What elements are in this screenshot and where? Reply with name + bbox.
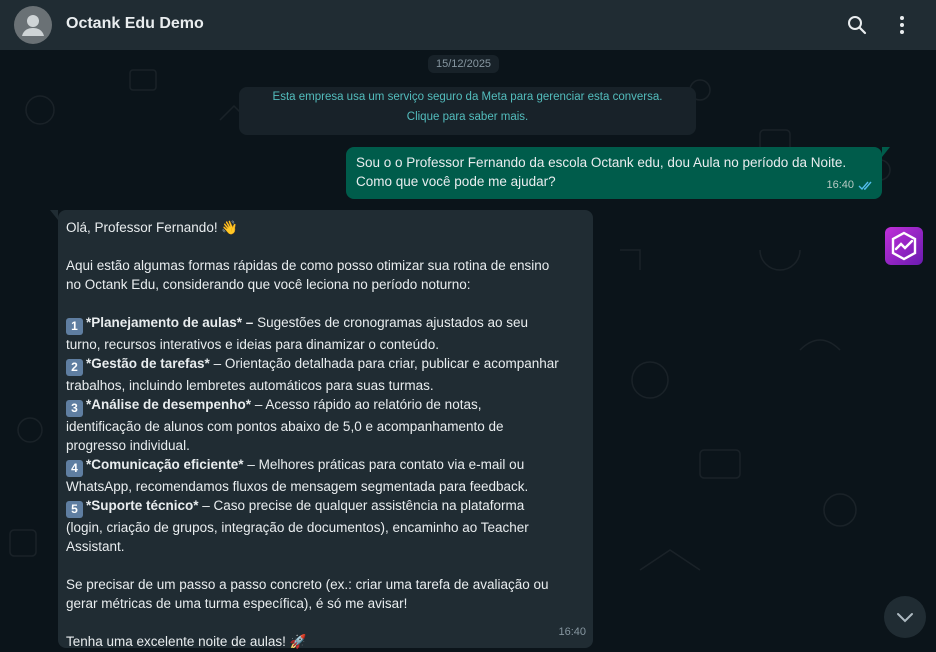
message-time: 16:40 xyxy=(826,179,854,191)
message-signoff: Tenha uma excelente noite de aulas! 🚀 xyxy=(66,634,307,649)
chat-header xyxy=(0,0,936,50)
chevron-down-icon xyxy=(896,611,914,623)
list-item: 1 *Planejamento de aulas* – Sugestões de cronogramas ajustados ao seu xyxy=(66,313,585,335)
list-item: 4 *Comunicação eficiente* – Melhores práticas para contato via e-mail ou xyxy=(66,455,585,477)
message-text-line: Aqui estão algumas formas rápidas de como posso otimizar sua rotina de ensino xyxy=(66,258,550,273)
list-item-text: (login, criação de grupos, integração de documentos), encaminho ao Teacher xyxy=(66,520,529,535)
more-vertical-icon[interactable] xyxy=(890,13,914,37)
list-item-text: turno, recursos interativos e ideias para dinamizar o conteúdo. xyxy=(66,337,439,352)
keycap-number-icon: 3 xyxy=(66,400,83,417)
default-contact-avatar-icon xyxy=(14,6,52,44)
read-double-check-icon xyxy=(858,180,874,191)
incoming-message[interactable] xyxy=(58,210,593,648)
message-text-line: no Octank Edu, considerando que você leciona no período noturno: xyxy=(66,277,471,292)
list-item-text: identificação de alunos com pontos abaixo de 5,0 e acompanhamento de xyxy=(66,419,504,434)
keycap-number-icon: 5 xyxy=(66,501,83,518)
keycap-number-icon: 2 xyxy=(66,359,83,376)
encryption-notice[interactable] xyxy=(239,87,696,135)
list-item-text: WhatsApp, recomendamos fluxos de mensagem segmentada para feedback. xyxy=(66,479,529,494)
list-item: 5 *Suporte técnico* – Caso precise de qualquer assistência na plataforma xyxy=(66,496,585,518)
octank-logo-icon[interactable] xyxy=(885,227,923,265)
search-icon[interactable] xyxy=(845,13,869,37)
bubble-tail xyxy=(50,210,58,220)
keycap-number-icon: 1 xyxy=(66,318,83,335)
list-item: 3 *Análise de desempenho* – Acesso rápido ao relatório de notas, xyxy=(66,395,585,417)
message-meta xyxy=(826,176,874,195)
scroll-to-bottom-button[interactable] xyxy=(884,596,926,638)
chat-area[interactable] xyxy=(0,50,936,652)
chat-title[interactable]: Octank Edu Demo xyxy=(66,15,204,32)
contact-avatar[interactable] xyxy=(14,6,52,44)
list-item-text: progresso individual. xyxy=(66,438,190,453)
bubble-tail xyxy=(882,147,890,157)
outgoing-message[interactable] xyxy=(346,147,882,199)
outgoing-text-line: Como que você pode me ajudar? xyxy=(356,174,556,189)
outgoing-text-line: Sou o o Professor Fernando da escola Octank edu, dou Aula no período da Noite. xyxy=(356,155,847,170)
notice-link[interactable]: Clique para saber mais. xyxy=(406,111,529,123)
notice-text: Esta empresa usa um serviço seguro da Meta para gerenciar esta conversa. xyxy=(272,91,663,103)
message-text-line: Se precisar de um passo a passo concreto (ex.: criar uma tarefa de avaliação ou xyxy=(66,577,549,592)
message-time: 16:40 xyxy=(558,626,586,638)
list-item-text: Assistant. xyxy=(66,539,125,554)
message-greeting: Olá, Professor Fernando! 👋 xyxy=(66,220,239,235)
date-chip: 15/12/2025 xyxy=(428,55,499,73)
list-item-text: trabalhos, incluindo lembretes automáticos para suas turmas. xyxy=(66,378,434,393)
keycap-number-icon: 4 xyxy=(66,460,83,477)
message-text-line: gerar métricas de uma turma específica), é só me avisar! xyxy=(66,596,408,611)
list-item: 2 *Gestão de tarefas* – Orientação detalhada para criar, publicar e acompanhar xyxy=(66,354,585,376)
